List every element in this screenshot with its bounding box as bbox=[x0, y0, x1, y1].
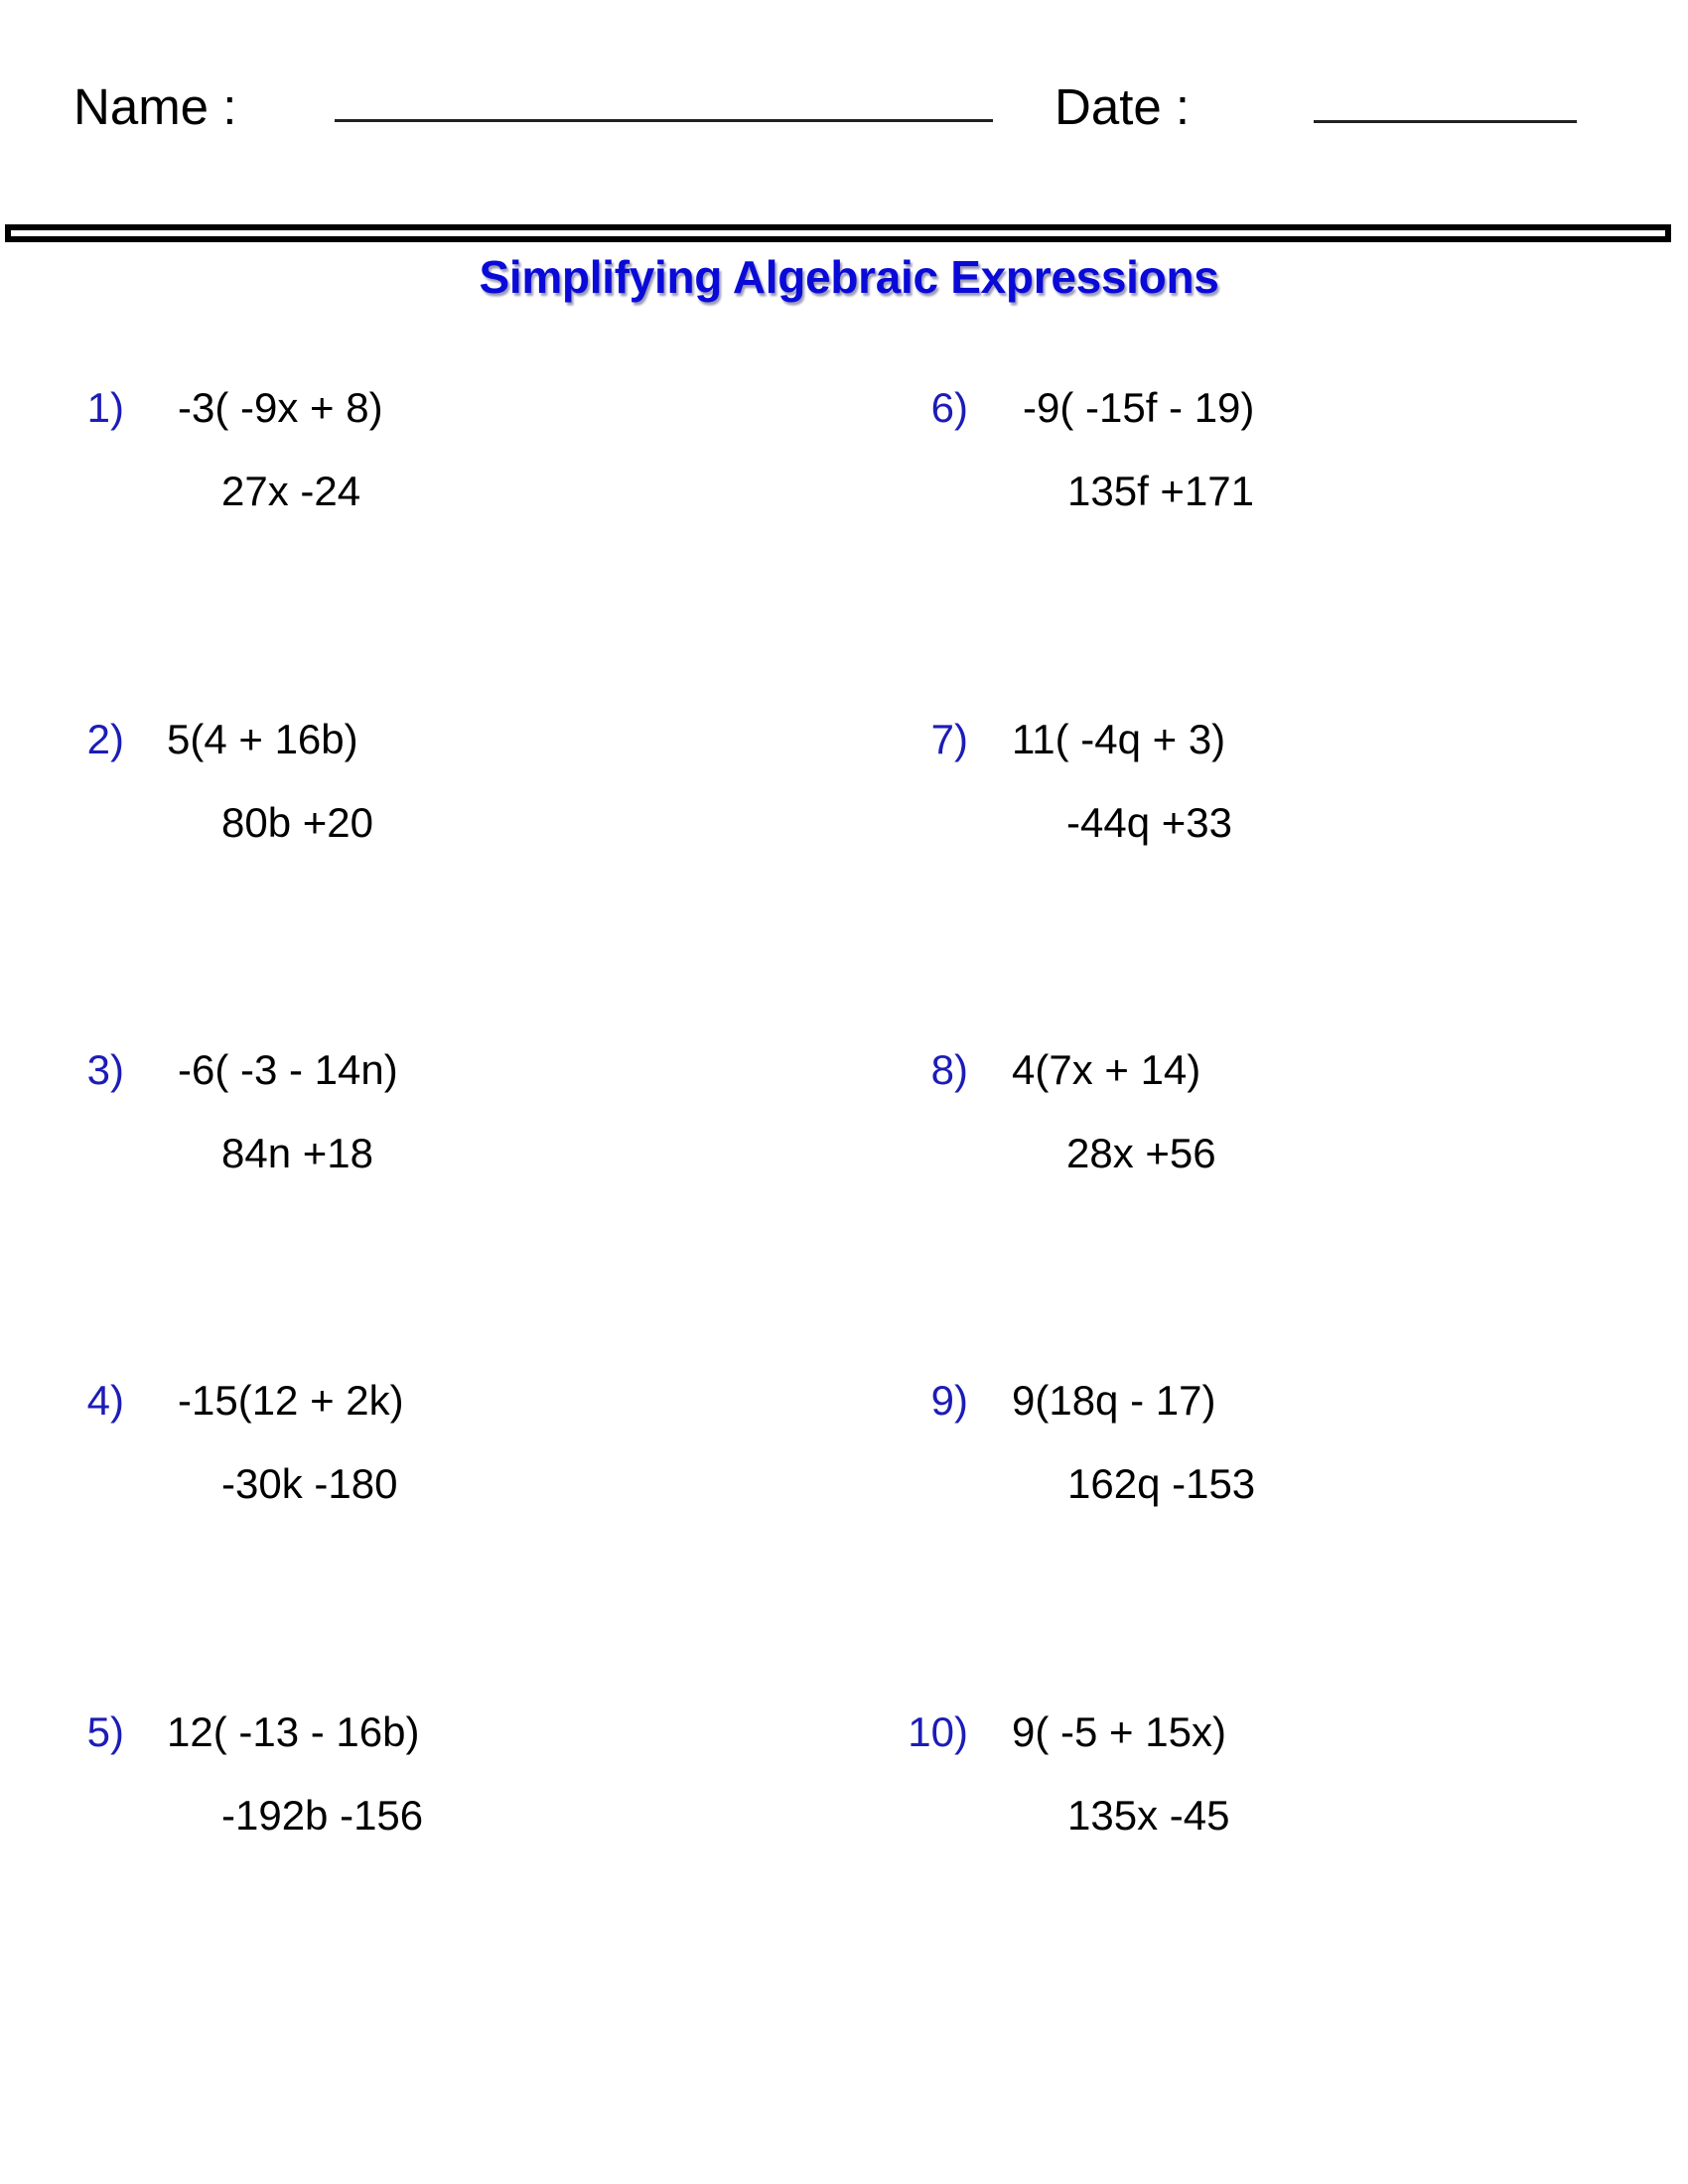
problem-6 bbox=[899, 384, 1688, 586]
problem-5 bbox=[55, 1708, 849, 1910]
date-field-line[interactable] bbox=[1314, 120, 1577, 123]
problem-expression: -15(12 + 2k) bbox=[178, 1377, 404, 1424]
problem-10 bbox=[899, 1708, 1688, 1910]
problem-expression: 5(4 + 16b) bbox=[167, 716, 358, 762]
problem-number: 5) bbox=[86, 1708, 124, 1755]
problem-answer: 27x -24 bbox=[221, 468, 361, 514]
problem-number: 8) bbox=[930, 1046, 968, 1093]
problem-number: 7) bbox=[930, 716, 968, 762]
header-divider bbox=[5, 224, 1671, 242]
date-label: Date : bbox=[1055, 78, 1191, 135]
problem-4 bbox=[55, 1377, 849, 1578]
problem-answer: 84n +18 bbox=[221, 1130, 373, 1176]
problem-answer: 135x -45 bbox=[1067, 1792, 1230, 1839]
problem-2 bbox=[55, 716, 849, 917]
problem-expression: -3( -9x + 8) bbox=[178, 384, 383, 431]
problem-answer: 135f +171 bbox=[1067, 468, 1255, 514]
problem-number: 1) bbox=[86, 384, 124, 431]
problem-number: 3) bbox=[86, 1046, 124, 1093]
problem-7 bbox=[899, 716, 1688, 917]
problem-number: 9) bbox=[930, 1377, 968, 1424]
problem-answer: -192b -156 bbox=[221, 1792, 424, 1839]
problem-expression: -9( -15f - 19) bbox=[1023, 384, 1255, 431]
problem-expression: 11( -4q + 3) bbox=[1012, 716, 1226, 762]
problem-expression: 4(7x + 14) bbox=[1012, 1046, 1201, 1093]
problem-number: 6) bbox=[930, 384, 968, 431]
problem-number: 2) bbox=[86, 716, 124, 762]
problem-3 bbox=[55, 1046, 849, 1248]
problem-answer: 80b +20 bbox=[221, 799, 373, 846]
problem-number: 4) bbox=[86, 1377, 124, 1424]
problem-9 bbox=[899, 1377, 1688, 1578]
problem-8 bbox=[899, 1046, 1688, 1248]
problem-answer: -30k -180 bbox=[221, 1460, 398, 1507]
problem-answer: 28x +56 bbox=[1066, 1130, 1216, 1176]
name-label: Name : bbox=[73, 78, 237, 135]
name-field-line[interactable] bbox=[335, 119, 993, 122]
problem-answer: 162q -153 bbox=[1067, 1460, 1256, 1507]
worksheet-title: Simplifying Algebraic Expressions bbox=[479, 251, 1219, 303]
problem-answer: -44q +33 bbox=[1066, 799, 1232, 846]
problem-1 bbox=[55, 384, 849, 586]
problem-expression: -6( -3 - 14n) bbox=[178, 1046, 398, 1093]
problem-expression: 12( -13 - 16b) bbox=[167, 1708, 420, 1755]
problem-expression: 9(18q - 17) bbox=[1012, 1377, 1216, 1424]
problem-expression: 9( -5 + 15x) bbox=[1012, 1708, 1226, 1755]
problem-number: 10) bbox=[908, 1708, 968, 1755]
